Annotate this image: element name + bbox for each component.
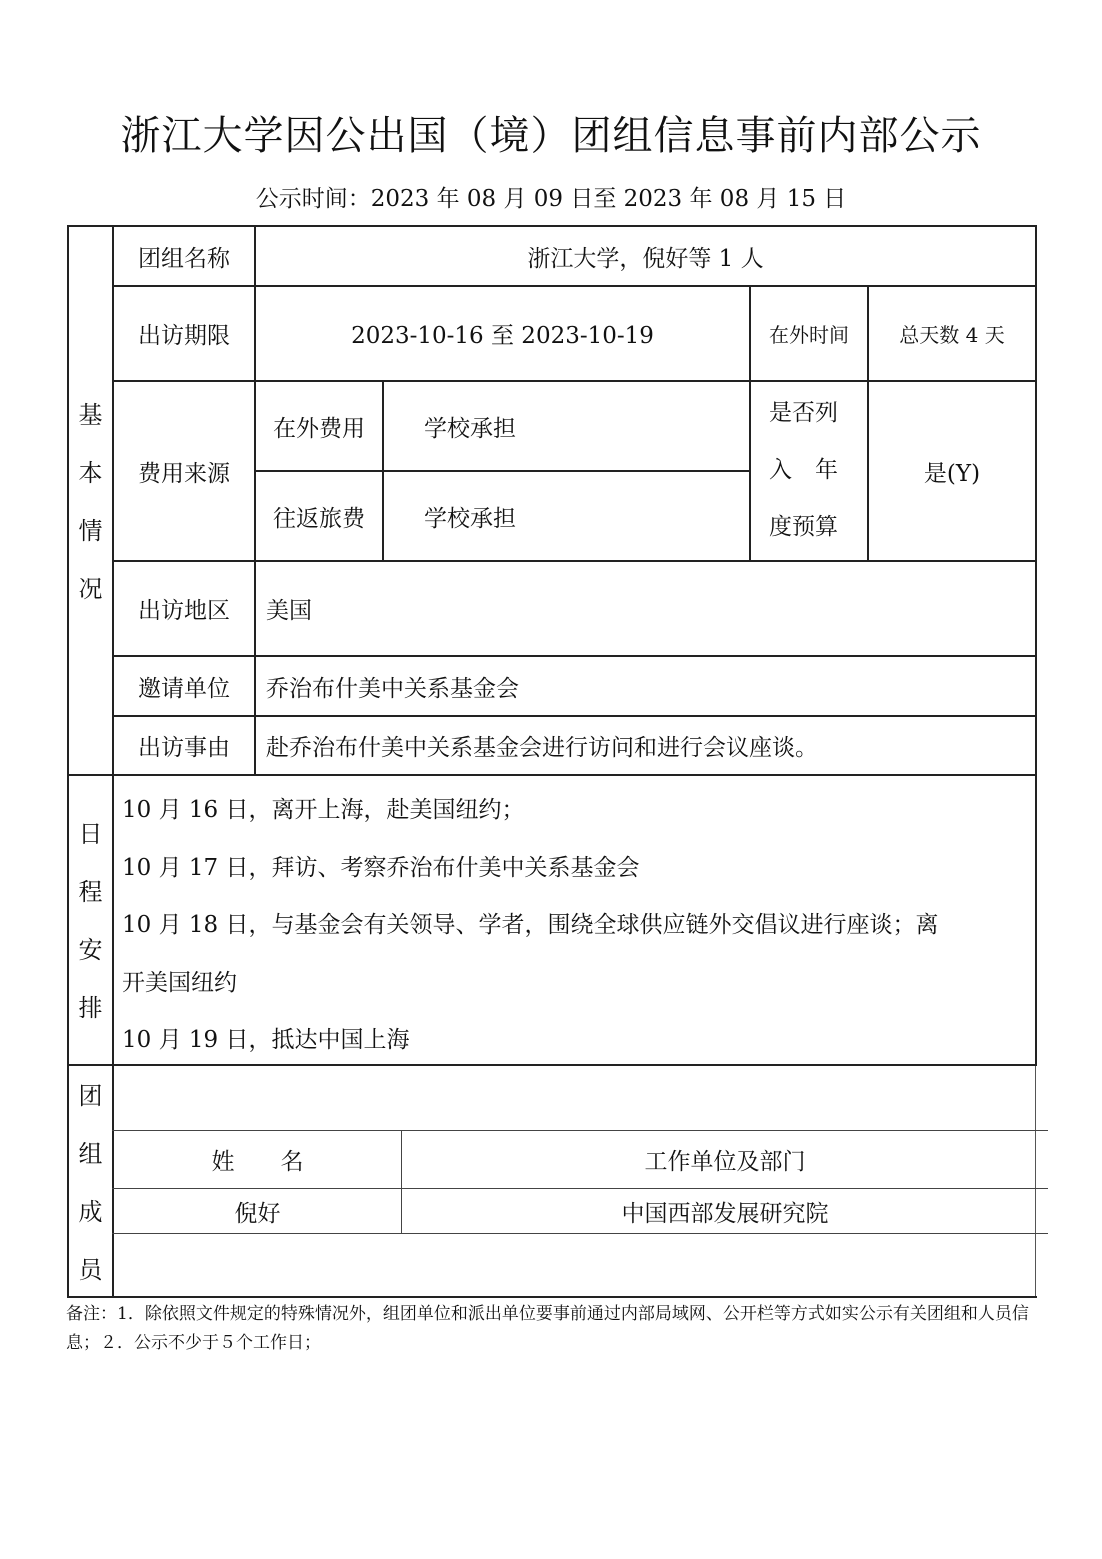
visit-period-label: 出访期限 — [138, 323, 230, 349]
member-name-header: 姓 名 — [211, 1149, 304, 1175]
region-label: 出访地区 — [138, 598, 230, 624]
inviter-label: 邀请单位 — [138, 675, 230, 702]
members-section-label: 团 组 成 员 — [78, 1082, 103, 1284]
abroad-cost-value: 学校承担 — [424, 415, 516, 442]
travel-cost-label: 往返旅费 — [273, 505, 365, 532]
reason-value: 赴乔治布什美中关系基金会进行访问和进行会议座谈。 — [266, 735, 818, 761]
footnote: 备注：1．除依照文件规定的特殊情况外，组团单位和派出单位要事前通过内部局域网、公开栏等方式如实公示有关团组和人员信息；２．公示不少于５个工作日； — [66, 1304, 1029, 1353]
member-name: 倪好 — [234, 1200, 281, 1227]
member-unit-header: 工作单位及部门 — [644, 1149, 806, 1175]
basic-section-label: 基 本 情 况 — [78, 401, 103, 603]
region-value: 美国 — [266, 598, 312, 624]
notice-period: 公示时间：2023 年 08 月 09 日至 2023 年 08 月 15 日 — [255, 186, 847, 212]
visit-period-value: 2023-10-16 至 2023-10-19 — [351, 323, 654, 349]
schedule-item: 10 月 17 日，拜访、考察乔治布什美中关系基金会 — [122, 855, 640, 881]
schedule-item: 10 月 18 日，与基金会有关领导、学者，围绕全球供应链外交倡议进行座谈；离 — [122, 912, 939, 938]
member-unit: 中国西部发展研究院 — [621, 1200, 829, 1227]
inviter-value: 乔治布什美中关系基金会 — [266, 675, 519, 702]
schedule-item: 开美国纽约 — [122, 970, 237, 996]
time-abroad-value: 总天数 4 天 — [899, 323, 1005, 347]
time-abroad-label: 在外时间 — [769, 323, 849, 347]
group-name-value: 浙江大学，倪好等 1 人 — [527, 245, 764, 272]
budget-label: 是否列 入 年 度预算 — [769, 400, 838, 540]
group-name-label: 团组名称 — [138, 245, 230, 272]
reason-label: 出访事由 — [138, 735, 230, 761]
schedule-item: 10 月 19 日，抵达中国上海 — [122, 1027, 410, 1053]
travel-cost-value: 学校承担 — [424, 505, 516, 532]
page-title: 浙江大学因公出国（境）团组信息事前内部公示 — [120, 113, 982, 159]
schedule-item: 10 月 16 日，离开上海，赴美国纽约； — [122, 797, 525, 823]
funding-label: 费用来源 — [138, 460, 230, 487]
schedule-section-label: 日 程 安 排 — [78, 820, 103, 1022]
budget-value: 是(Y) — [923, 460, 981, 487]
abroad-cost-label: 在外费用 — [273, 415, 365, 442]
